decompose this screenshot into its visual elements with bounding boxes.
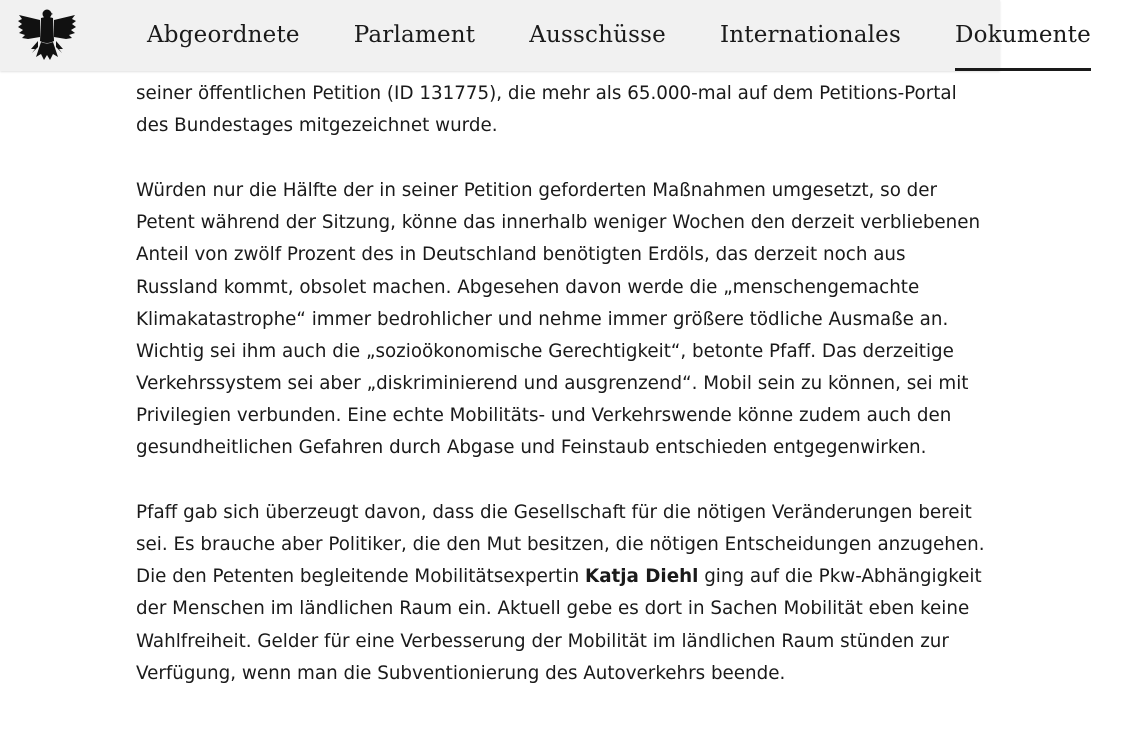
- main-menu: [147, 0, 1145, 71]
- nav-dokumente[interactable]: Dokumente: [955, 0, 1091, 71]
- nav-internationales[interactable]: Internationales: [719, 22, 901, 48]
- top-navigation-bar: [0, 0, 1091, 71]
- article-body: [136, 46, 986, 723]
- nav-ausschuesse[interactable]: Ausschüsse: [529, 22, 666, 48]
- article-paragraph-1: seiner öffentlichen Petition (ID 131775), die mehr als 65.000-mal auf dem Petitions-Portal des Bundestages mitgezeichnet wurde.: [136, 83, 957, 137]
- bundesadler-icon[interactable]: [16, 5, 78, 63]
- article-paragraph-2: Würden nur die Hälfte der in seiner Petition geforderten Maßnahmen umgesetzt, so der Petent während der Sitzung, könne das innerhalb weniger Wochen den derzeit verbliebenen Anteil von zwölf Prozent des in Deutschland benötigten Erdöls, das derzeit noch aus Russland kommt, obsolet machen. Abgesehen davon werde die „menschengemachte Klimakatastrophe“ immer bedrohlicher und nehme immer größere tödliche Ausmaße an. Wichtig sei ihm auch die „sozioökonomische Gerechtigkeit“, betonte Pfaff. Das derzeitige Verkehrssystem sei aber „diskriminierend und ausgrenzend“. Mobil sein zu können, sei mit Privilegien verbunden. Eine echte Mobilitäts- und Verkehrswende könne zudem auch den gesundheitlichen Gefahren durch Abgase und Feinstaub entschieden entgegenwirken.: [136, 180, 981, 459]
- paragraph-text: Pfaff gab sich überzeugt davon, dass die Gesellschaft für die nötigen Veränderungen bereit sei. Es brauche aber Politiker, die den Mut besitzen, die nötigen Entscheidungen anzugehen. Die den Petenten begleitende Mobilitätsexpertin: [136, 502, 985, 588]
- paragraph-text: ging auf die Pkw-Abhängigkeit der Menschen im ländlichen Raum ein. Aktuell gebe es dort in Sachen Mobilität eben keine Wahlfreiheit. Gelder für eine Verbesserung der Mobilität im ländlichen Raum stünden zur Verfügung, wenn man die Subventionierung des Autoverkehrs beende.: [136, 566, 982, 684]
- nav-abgeordnete[interactable]: Abgeordnete: [147, 22, 300, 48]
- person-name: Katja Diehl: [585, 566, 699, 588]
- nav-parlament[interactable]: Parlament: [353, 22, 476, 48]
- article-paragraph-3: [136, 497, 986, 690]
